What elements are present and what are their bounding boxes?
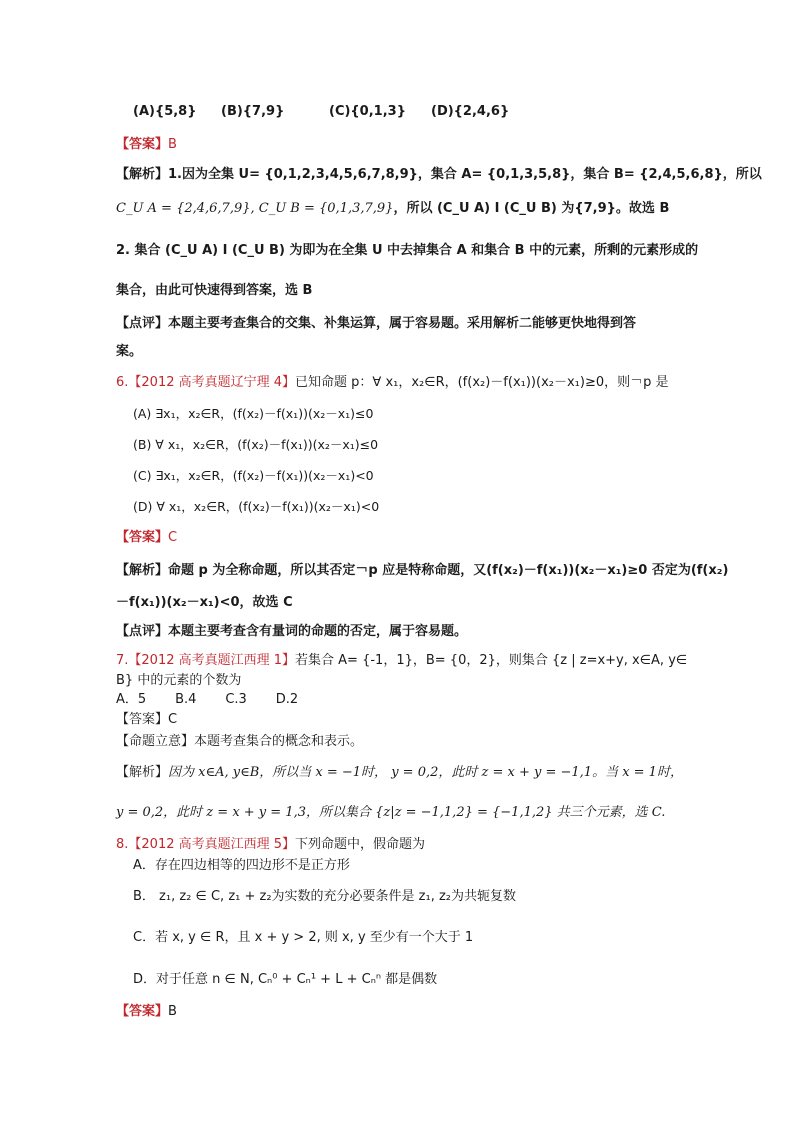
q6-explanation-line-2: －f(x₁))(x₂－x₁)<0，故选 C	[116, 595, 293, 610]
q5-option-d: (D){2,4,6}	[431, 104, 510, 119]
question-number: 7.	[116, 653, 129, 668]
q7-explanation-line-2: y = 0,2，此时 z = x + y = 1,3，所以集合 {z|z = −1,1,2} = {−1,1,2} 共三个元素，选 C.	[116, 805, 666, 820]
q5-option-b: (B){7,9}	[221, 104, 285, 119]
explanation-tag: 【解析】	[116, 765, 169, 780]
q7-stem-line-1	[116, 653, 687, 669]
q7-stem-line-2: B} 中的元素的个数为	[116, 673, 242, 688]
question-text: 已知命题 p：∀ x₁，x₂∈R，(f(x₂)－f(x₁))(x₂－x₁)≥0，则￢p 是	[295, 375, 669, 390]
q5-comment-line-2: 案。	[116, 344, 143, 359]
answer-tag: 【答案】	[116, 530, 169, 545]
comment-tag: 【点评】	[116, 316, 169, 331]
question-text: 若集合 A= {-1，1}，B= {0，2}，则集合 {z | z=x+y, x∈A, y∈	[295, 653, 688, 668]
comment-text: 本题主要考查集合的交集、补集运算，属于容易题。采用解析二能够更快地得到答	[168, 316, 637, 331]
q7-options: A．5 B.4 C.3 D.2	[116, 692, 299, 707]
q5-option-a: (A){5,8}	[133, 104, 197, 119]
q5-explanation-line-1	[116, 167, 762, 183]
q6-comment	[116, 624, 467, 640]
question-number: 6.	[116, 375, 129, 390]
answer-value: C	[168, 712, 178, 727]
intent-tag: 【命题立意】	[116, 734, 195, 749]
comment-text: 本题主要考查含有量词的命题的否定，属于容易题。	[168, 624, 468, 639]
q7-intent	[116, 734, 363, 750]
answer-tag: 【答案】	[116, 1004, 169, 1019]
q6-stem	[116, 375, 669, 391]
q5-answer	[116, 137, 177, 153]
q6-explanation-line-1	[116, 563, 728, 579]
q5-option-c: (C){0,1,3}	[329, 104, 406, 119]
q8-stem	[116, 837, 425, 853]
question-source: 【2012 高考真题江西理 5】	[128, 837, 296, 852]
explanation-text: 1.因为全集 U= {0,1,2,3,4,5,6,7,8,9}，集合 A= {0,1,3,5,8}，集合 B= {2,4,5,6,8}，所以	[168, 167, 762, 182]
q8-option-b: B． z₁, z₂ ∈ C, z₁ + z₂为实数的充分必要条件是 z₁, z₂为共轭复数	[133, 889, 517, 904]
q5-explanation-line-3: 2. 集合 (C_U A) I (C_U B) 为即为在全集 U 中去掉集合 A 和集合 B 中的元素，所剩的元素形成的	[116, 243, 699, 258]
q7-explanation-line-1	[116, 765, 683, 781]
explanation-tag: 【解析】	[116, 563, 169, 578]
question-source: 【2012 高考真题江西理 1】	[128, 653, 296, 668]
q8-option-c: C．若 x, y ∈ R，且 x + y > 2, 则 x, y 至少有一个大于 1	[133, 930, 474, 945]
q7-answer	[116, 712, 177, 728]
explanation-text: 命题 p 为全称命题，所以其否定￢p 应是特称命题，又(f(x₂)－f(x₁))(x₂－x₁)≥0 否定为(f(x₂)	[168, 563, 729, 578]
q6-option-c: (C) ∃x₁，x₂∈R，(f(x₂)－f(x₁))(x₂－x₁)<0	[133, 468, 374, 483]
explanation-text: ，所以 (C_U A) I (C_U B) 为{7,9}。故选 B	[393, 201, 670, 216]
question-number: 8.	[116, 837, 129, 852]
explanation-text: 因为 x∈A, y∈B，所以当 x = −1时， y = 0,2，此时 z = x + y = −1,1。当 x = 1时，	[168, 765, 683, 780]
complement-formula: C_U A = {2,4,6,7,9}, C_U B = {0,1,3,7,9}	[116, 201, 394, 216]
question-text: 下列命题中，假命题为	[295, 837, 426, 852]
q5-comment-line-1	[116, 316, 636, 332]
q6-option-a: (A) ∃x₁，x₂∈R，(f(x₂)－f(x₁))(x₂－x₁)≤0	[133, 406, 374, 421]
q6-option-b: (B) ∀ x₁，x₂∈R，(f(x₂)－f(x₁))(x₂－x₁)≤0	[133, 437, 379, 452]
comment-tag: 【点评】	[116, 624, 169, 639]
answer-tag: 【答案】	[116, 137, 169, 152]
answer-value: B	[168, 1004, 177, 1019]
answer-value: B	[168, 137, 177, 152]
intent-text: 本题考查集合的概念和表示。	[194, 734, 364, 749]
q5-explanation-line-2	[116, 201, 669, 217]
answer-value: C	[168, 530, 178, 545]
q5-explanation-line-4: 集合，由此可快速得到答案，选 B	[116, 283, 313, 298]
q8-answer	[116, 1004, 177, 1020]
explanation-tag: 【解析】	[116, 167, 169, 182]
q8-option-a: A．存在四边相等的四边形不是正方形	[133, 858, 350, 873]
question-source: 【2012 高考真题辽宁理 4】	[128, 375, 296, 390]
answer-tag: 【答案】	[116, 712, 169, 727]
q6-answer	[116, 530, 177, 546]
q8-option-d: D．对于任意 n ∈ N, Cₙ⁰ + Cₙ¹ + L + Cₙⁿ 都是偶数	[133, 972, 438, 987]
q6-option-d: (D) ∀ x₁，x₂∈R，(f(x₂)－f(x₁))(x₂－x₁)<0	[133, 499, 380, 514]
